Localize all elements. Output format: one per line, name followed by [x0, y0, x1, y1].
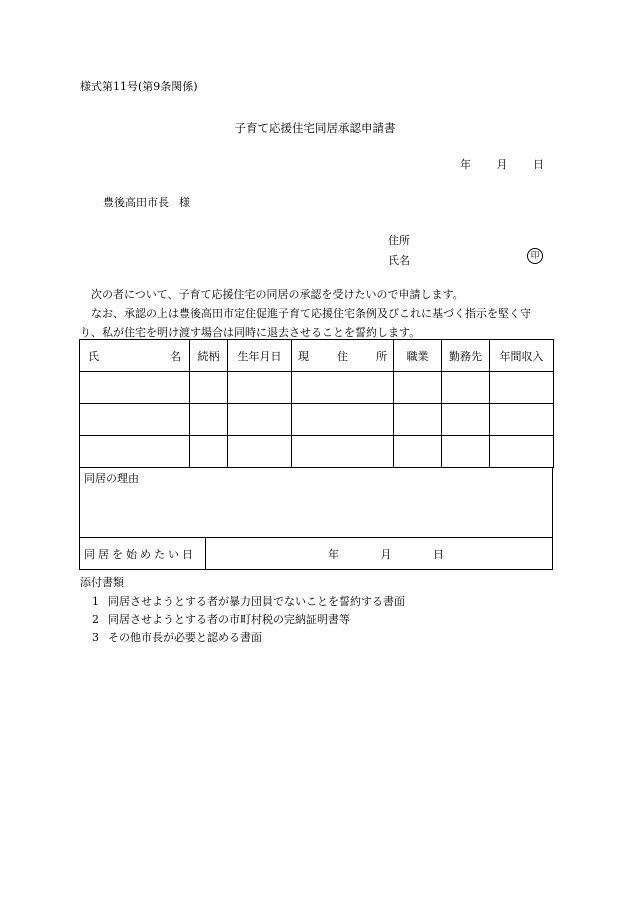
header-address: 現 住 所 [292, 340, 394, 372]
application-date [460, 156, 544, 172]
start-date-label: 同居を始めたい日 [84, 548, 196, 561]
pledge-paragraph: なお、承認の上は豊後高田市定住促進子育て応援住宅条例及びこれに基づく指示を堅く守り、私が住宅を明け渡す場合は同時に退去させることを誓約します。 [80, 307, 531, 339]
header-workplace: 勤務先 [442, 340, 490, 372]
table-row [80, 404, 554, 436]
attachment-text: 同居させようとする者が暴力団員でないことを誓約する書面 [108, 595, 405, 608]
header-occupation: 職業 [394, 340, 442, 372]
addressee [103, 194, 190, 210]
start-month-label: 月 [380, 548, 392, 561]
reason-field[interactable] [79, 468, 553, 538]
seal-mark: 印 [527, 248, 543, 264]
cell-income[interactable] [490, 436, 554, 468]
cell-name[interactable] [80, 372, 190, 404]
cell-relation[interactable] [190, 436, 228, 468]
attachment-number: 3 [92, 631, 99, 644]
cell-income[interactable] [490, 372, 554, 404]
start-date-row [79, 537, 553, 570]
cell-birthdate[interactable] [228, 404, 292, 436]
cohabitant-table [79, 339, 554, 468]
start-year-label: 年 [328, 548, 339, 561]
attachment-text: その他市長が必要と認める書面 [108, 631, 262, 644]
attachment-item [92, 629, 262, 645]
header-birthdate: 生年月日 [228, 340, 292, 372]
date-month-label: 月 [496, 158, 508, 171]
header-relation: 続柄 [190, 340, 228, 372]
cell-workplace[interactable] [442, 436, 490, 468]
table-row [80, 436, 554, 468]
attachments-title: 添付書類 [80, 576, 124, 589]
cell-birthdate[interactable] [228, 436, 292, 468]
form-number: 様式第11号(第9条関係) [80, 80, 198, 93]
cell-occupation[interactable] [394, 436, 442, 468]
cell-address[interactable] [292, 436, 394, 468]
table-row [80, 372, 554, 404]
attachment-item [92, 593, 405, 609]
applicant-address-label: 住所 [388, 234, 410, 247]
attachment-text: 同居させようとする者の市町村税の完納証明書等 [108, 613, 350, 626]
table-header-row [80, 340, 554, 372]
attachment-number: 2 [92, 613, 99, 626]
applicant-name-label: 氏名 [388, 254, 410, 267]
attachment-item [92, 611, 350, 627]
cell-occupation[interactable] [394, 404, 442, 436]
date-day-label: 日 [533, 158, 544, 171]
addressee-honorific: 様 [179, 196, 190, 209]
cell-occupation[interactable] [394, 372, 442, 404]
cell-relation[interactable] [190, 372, 228, 404]
start-day-label: 日 [433, 548, 444, 561]
cell-relation[interactable] [190, 404, 228, 436]
statement-paragraph: 次の者について、子育て応援住宅の同居の承認を受けたいので申請します。 [91, 288, 464, 301]
header-name: 氏 名 [80, 340, 190, 372]
cell-name[interactable] [80, 436, 190, 468]
reason-label: 同居の理由 [84, 472, 139, 485]
date-year-label: 年 [460, 158, 471, 171]
addressee-name: 豊後高田市長 [103, 196, 169, 209]
cell-workplace[interactable] [442, 404, 490, 436]
cell-birthdate[interactable] [228, 372, 292, 404]
cell-name[interactable] [80, 404, 190, 436]
start-date-field[interactable] [328, 546, 444, 562]
start-date-divider [205, 538, 206, 569]
attachment-number: 1 [92, 595, 99, 608]
cell-income[interactable] [490, 404, 554, 436]
cell-workplace[interactable] [442, 372, 490, 404]
document-title: 子育て応援住宅同居承認申請書 [234, 121, 396, 135]
cell-address[interactable] [292, 372, 394, 404]
header-income: 年間収入 [490, 340, 554, 372]
cell-address[interactable] [292, 404, 394, 436]
